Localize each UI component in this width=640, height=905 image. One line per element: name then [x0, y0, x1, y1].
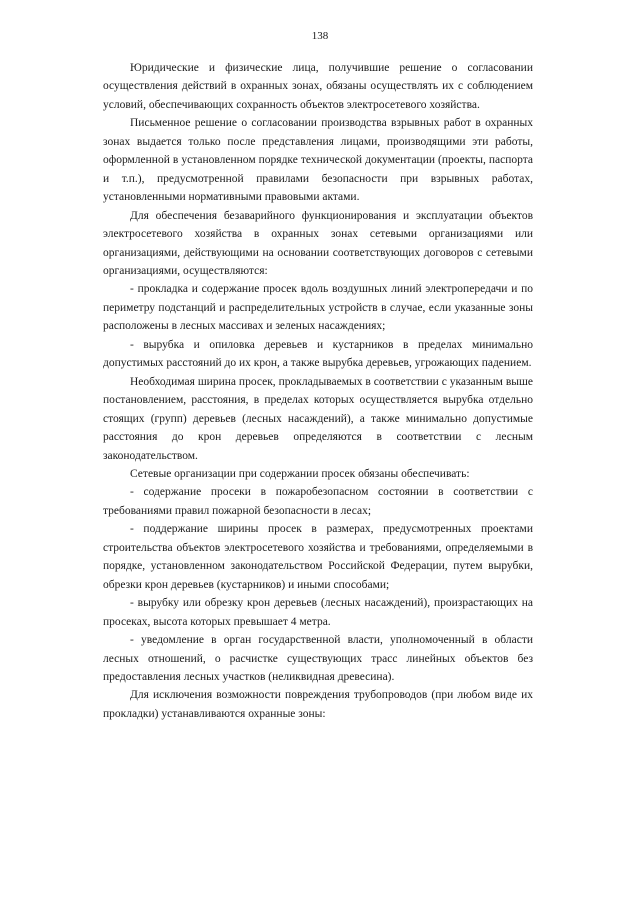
- paragraph: Необходимая ширина просек, прокладываемых в соответствии с указанным выше постановлением, расстояния, в пределах которых осуществляется вырубка отдельно стоящих (групп) деревьев (лесных насаждений), а также минимально допустимые расстояния до крон деревьев определяются в соответствии с лесным законодательством.: [103, 375, 533, 462]
- list-item: - содержание просеки в пожаробезопасном состоянии в соответствии с требованиями правил пожарной безопасности в лесах;: [103, 486, 533, 517]
- paragraph: Сетевые организации при содержании просек обязаны обеспечивать:: [130, 467, 470, 480]
- paragraph: Юридические и физические лица, получившие решение о согласовании осуществления действий в охранных зонах, обязаны осуществлять их с соблюдением условий, обеспечивающих сохранность объектов электросетевого хозяйства.: [103, 62, 533, 111]
- paragraph: Для исключения возможности повреждения трубопроводов (при любом виде их прокладки) устанавливаются охранные зоны:: [103, 689, 533, 720]
- list-item: - уведомление в орган государственной власти, уполномоченный в области лесных отношений, о расчистке существующих трасс линейных объектов без предоставления лесных участков (неликвидная древесина).: [103, 634, 533, 683]
- list-item: - поддержание ширины просек в размерах, предусмотренных проектами строительства объектов электросетевого хозяйства и требованиями, определяемыми в порядке, установленном законодательством Российской Федерации, путем вырубки, обрезки крон деревьев (кустарников) и иными способами;: [103, 523, 533, 591]
- document-body: [103, 59, 533, 723]
- paragraph: Для обеспечения безаварийного функционирования и эксплуатации объектов электросетевого хозяйства в охранных зонах сетевыми организациями или организациями, действующими на основании соответствующих договоров с сетевыми организациями, осуществляются:: [103, 209, 533, 277]
- list-item: - прокладка и содержание просек вдоль воздушных линий электропередачи и по периметру подстанций и распределительных устройств в случае, если указанные зоны расположены в лесных массивах и зеленых насаждениях;: [103, 283, 533, 333]
- page-number: 138: [311, 30, 329, 42]
- paragraph: Письменное решение о согласовании производства взрывных работ в охранных зонах выдается только после представления лицами, производящими эти работы, оформленной в установленном порядке технической документации (проекты, паспорта и т.п.), предусмотренной правилами безопасности при взрывных работах, установленными нормативными правовыми актами.: [103, 117, 533, 204]
- list-item: - вырубка и опиловка деревьев и кустарников в пределах минимально допустимых расстояний до их крон, а также вырубка деревьев, угрожающих падением.: [103, 338, 533, 370]
- list-item: - вырубку или обрезку крон деревьев (лесных насаждений), произрастающих на просеках, высота которых превышает 4 метра.: [103, 597, 533, 628]
